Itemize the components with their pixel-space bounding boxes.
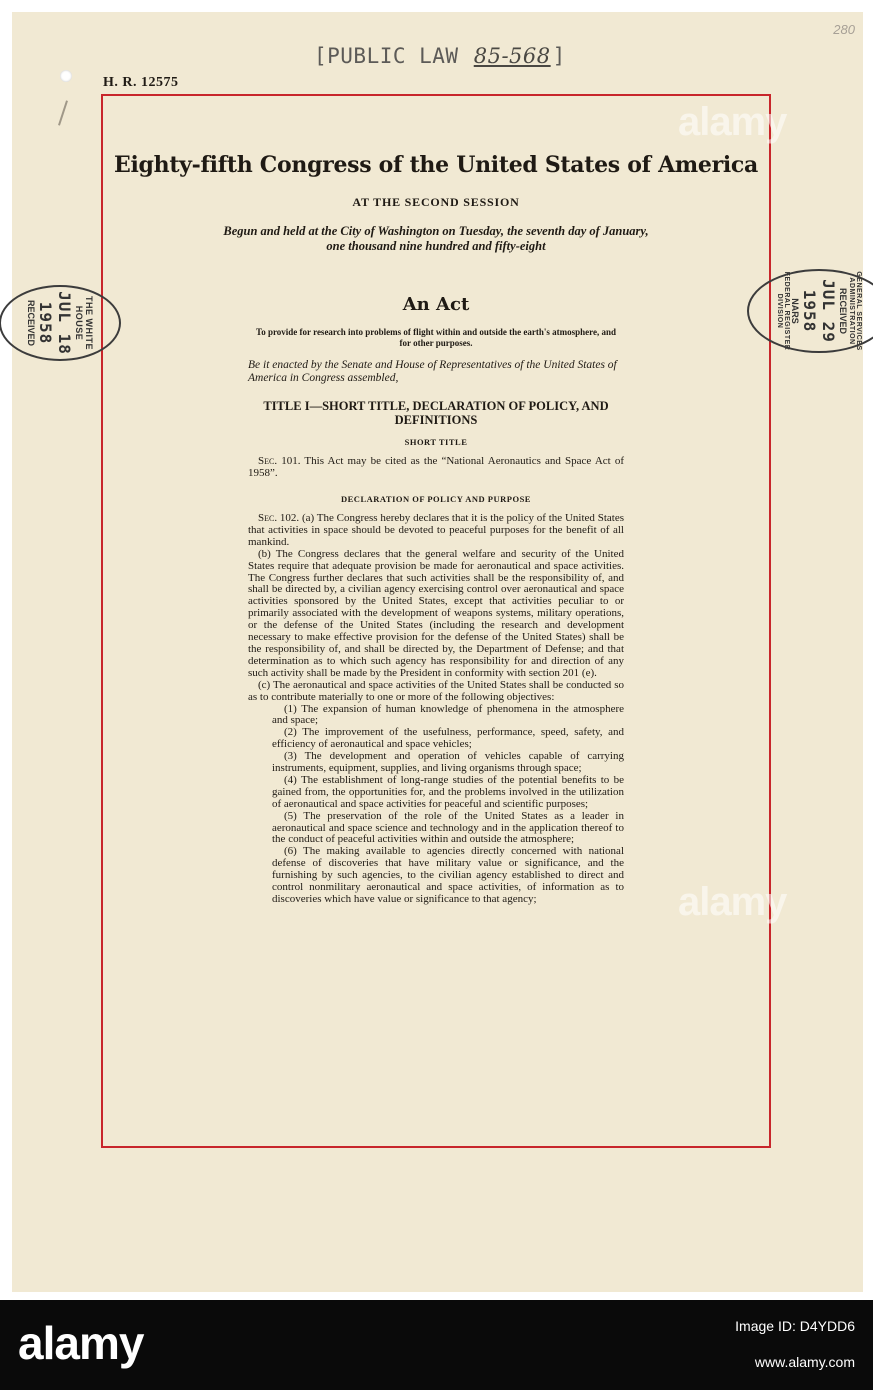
section-102-a-text: (a) The Congress hereby declares that it is the policy of the United States that activities in space should be devoted to peaceful purposes for the benefit of all mankind. [248, 512, 624, 548]
section-101 [248, 456, 624, 480]
objective-2: (2) The improvement of the usefulness, performance, speed, safety, and efficiency of aeronautical and space vehicles; [272, 726, 624, 751]
begun-statement [101, 224, 771, 254]
begun-line-1: Begun and held at the City of Washington on Tuesday, the seventh day of January, [223, 224, 649, 238]
white-house-stamp-date: JUL 18 1958 [36, 291, 74, 355]
footer-bar [0, 1300, 873, 1390]
gsa-stamp-division: FEDERAL REGISTER DIVISION [776, 271, 790, 351]
objective-5: (5) The preservation of the role of the United States as a leader in aeronautical and space science and technology and in the application thereof to the conduct of peaceful activities within and outside the atmosphere; [272, 809, 624, 846]
section-102-a [248, 513, 624, 549]
declaration-heading: DECLARATION OF POLICY AND PURPOSE [341, 494, 531, 504]
session-line: AT THE SECOND SESSION [352, 195, 520, 209]
act-purpose: To provide for research into problems of flight within and outside the earth's atmosphere, and for other purposes. [256, 327, 616, 348]
gsa-stamp-nars: NARS [790, 298, 800, 324]
act-title: An Act [402, 294, 470, 315]
white-house-stamp-header: THE WHITE HOUSE [74, 296, 94, 350]
title-i-heading: TITLE I—SHORT TITLE, DECLARATION OF POLICY, AND DEFINITIONS [263, 399, 609, 427]
watermark-bottom: alamy [678, 880, 787, 924]
objective-6: (6) The making available to agencies directly concerned with national defense of discoveries that have military value or significance, and the furnishing by such agencies, to the civilian agency established to direct and control nonmilitary aeronautical and space activities, of information as to discoveries which have value or significance to that agency; [272, 845, 624, 905]
section-101-text: This Act may be cited as the “National Aeronautics and Space Act of 1958”. [248, 455, 625, 479]
short-title-heading: SHORT TITLE [404, 437, 468, 447]
white-house-received-stamp [0, 285, 121, 361]
begun-line-2: one thousand nine hundred and fifty-eight [326, 239, 546, 253]
section-102 [248, 513, 624, 906]
congress-title: Eighty-fifth Congress of the United States of America [114, 152, 758, 178]
corner-page-note: 280 [833, 22, 855, 37]
section-102-b: (b) The Congress declares that the general welfare and security of the United States require that adequate provision be made for aeronautical and space activities. The Congress further declares that such activities shall be the responsibility of, and shall be directed by, a civilian agency exercising control over aeronautical and space activities sponsored by the United States, except that activities peculiar to or primarily associated with the development of weapons systems, military operations, or the defense of the United States (including the research and development necessary to make effective provision for the defense of the United States) shall be the responsibility of, and shall be directed by, the Department of Defense; and that determination as to which such agency has responsibility for and direction of any such activity shall be made by the President in conformity with section 201 (e). [248, 547, 624, 679]
section-102-c: (c) The aeronautical and space activities of the United States shall be conducted so as to contribute materially to one or more of the following objectives: [248, 678, 624, 703]
image-id: Image ID: D4YDD6 [735, 1318, 855, 1334]
objective-1: (1) The expansion of human knowledge of phenomena in the atmosphere and space; [272, 702, 624, 727]
public-law-stamp [314, 44, 566, 68]
bill-number: H. R. 12575 [103, 75, 179, 90]
gsa-stamp-header: GENERAL SERVICES ADMINISTRATION [848, 271, 862, 351]
objective-4: (4) The establishment of long-range studies of the potential benefits to be gained from, the opportunities for, and the problems involved in the utilization of aeronautical and space activities for peaceful and scientific purposes; [272, 773, 624, 810]
watermark-top: alamy [678, 100, 787, 144]
site-url: www.alamy.com [754, 1354, 855, 1370]
objective-3: (3) The development and operation of vehicles capable of carrying instruments, equipment, supplies, and living organisms through space; [272, 750, 624, 775]
section-102-label: Sec. 102. [258, 512, 300, 524]
white-house-stamp-received: RECEIVED [26, 299, 36, 346]
public-law-prefix: [PUBLIC LAW [314, 44, 459, 68]
gsa-stamp-received: RECEIVED [838, 287, 848, 334]
alamy-logo: alamy [18, 1317, 144, 1369]
gsa-stamp-date: JUL 29 1958 [800, 279, 838, 343]
enacting-clause: Be it enacted by the Senate and House of Representatives of the United States of America in Congress assembled, [248, 359, 617, 384]
section-101-label: Sec. 101. [258, 455, 301, 467]
public-law-suffix: ] [552, 44, 566, 68]
public-law-number: 85-568 [473, 44, 551, 68]
punch-hole [60, 70, 72, 82]
